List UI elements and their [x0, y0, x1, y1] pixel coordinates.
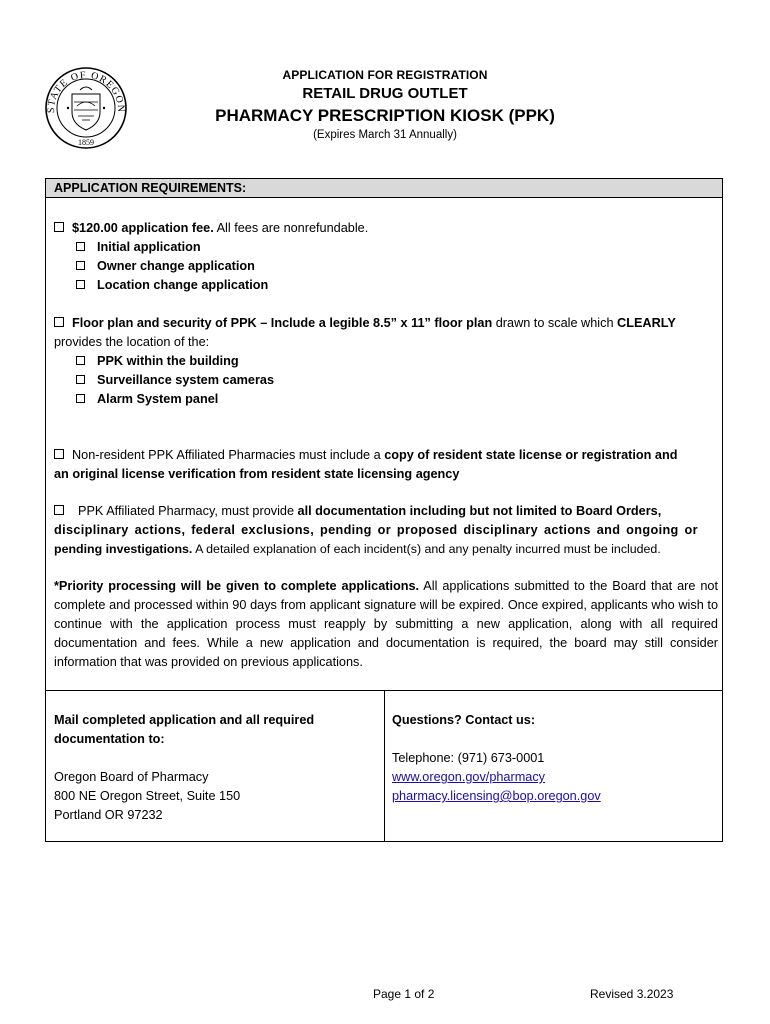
- affiliated-continued-2: pending investigations. A detailed explanation of each incident(s) and any penalty incurred must be included.: [54, 542, 661, 556]
- mail-heading-2: documentation to:: [54, 732, 165, 746]
- fee-option-location: Location change application: [76, 276, 268, 295]
- fee-item: [54, 219, 368, 238]
- requirements-box: [45, 178, 723, 842]
- floor-option-ppk: PPK within the building: [76, 352, 239, 371]
- priority-paragraph: *Priority processing will be given to complete applications. All applications submitted to the Board that are not complete and processed within 90 days from applicant signature will be expired. Once expired, applicants who wish to continue with the application process must reapply by submitting a new application, along with all required documentation and fees. While a new application and documentation is required, the board may still consider information that was provided on previous applications.: [54, 579, 718, 669]
- fee-option-owner: Owner change application: [76, 257, 255, 276]
- fee-option-initial: Initial application: [76, 238, 201, 257]
- ppk-location-checkbox[interactable]: [76, 356, 85, 365]
- website-link[interactable]: www.oregon.gov/pharmacy: [392, 770, 546, 784]
- telephone: Telephone: (971) 673-0001: [392, 751, 545, 765]
- affiliated-continued: disciplinary actions, federal exclusions, pending or proposed disciplinary actions and ongoing or: [54, 523, 698, 537]
- cameras-checkbox[interactable]: [76, 375, 85, 384]
- floor-option-alarm: Alarm System panel: [76, 390, 218, 409]
- floor-plan-continued: provides the location of the:: [54, 335, 210, 349]
- nonresident-item: Non-resident PPK Affiliated Pharmacies must include a copy of resident state license or registration and: [54, 446, 678, 465]
- initial-checkbox[interactable]: [76, 242, 85, 251]
- requirements-heading: APPLICATION REQUIREMENTS:: [46, 179, 722, 198]
- fee-text: All fees are nonrefundable.: [213, 221, 369, 235]
- address-street: 800 NE Oregon Street, Suite 150: [54, 789, 241, 803]
- seal-year: 1859: [78, 138, 94, 147]
- column-divider: [384, 690, 385, 842]
- seal-top-text: STATE OF OREGON: [45, 69, 127, 114]
- fee-checkbox[interactable]: [54, 222, 64, 232]
- alarm-checkbox[interactable]: [76, 394, 85, 403]
- floor-plan-item: Floor plan and security of PPK – Include a legible 8.5” x 11” floor plan drawn to scale which CLEARLY: [54, 314, 676, 333]
- form-title: PHARMACY PRESCRIPTION KIOSK (PPK): [215, 106, 555, 125]
- page-number: Page 1 of 2: [373, 987, 435, 1001]
- mail-heading-1: Mail completed application and all required: [54, 713, 315, 727]
- revision-date: Revised 3.2023: [590, 987, 674, 1001]
- address-city: Portland OR 97232: [54, 808, 163, 822]
- form-category: RETAIL DRUG OUTLET: [302, 85, 468, 102]
- floor-plan-checkbox[interactable]: [54, 317, 64, 327]
- affiliated-checkbox[interactable]: [54, 505, 64, 515]
- email-link[interactable]: pharmacy.licensing@bop.oregon.gov: [392, 789, 601, 803]
- affiliated-item: PPK Affiliated Pharmacy, must provide all documentation including but not limited to Board Orders,: [54, 502, 661, 521]
- nonresident-checkbox[interactable]: [54, 449, 64, 459]
- floor-option-cameras: Surveillance system cameras: [76, 371, 274, 390]
- address-name: Oregon Board of Pharmacy: [54, 770, 209, 784]
- form-subtitle: APPLICATION FOR REGISTRATION: [282, 68, 488, 82]
- questions-heading: Questions? Contact us:: [392, 713, 536, 727]
- expiration-note: (Expires March 31 Annually): [313, 129, 457, 141]
- location-change-checkbox[interactable]: [76, 280, 85, 289]
- owner-change-checkbox[interactable]: [76, 261, 85, 270]
- nonresident-continued: an original license verification from resident state licensing agency: [54, 467, 460, 481]
- fee-bold: $120.00 application fee.: [72, 221, 214, 235]
